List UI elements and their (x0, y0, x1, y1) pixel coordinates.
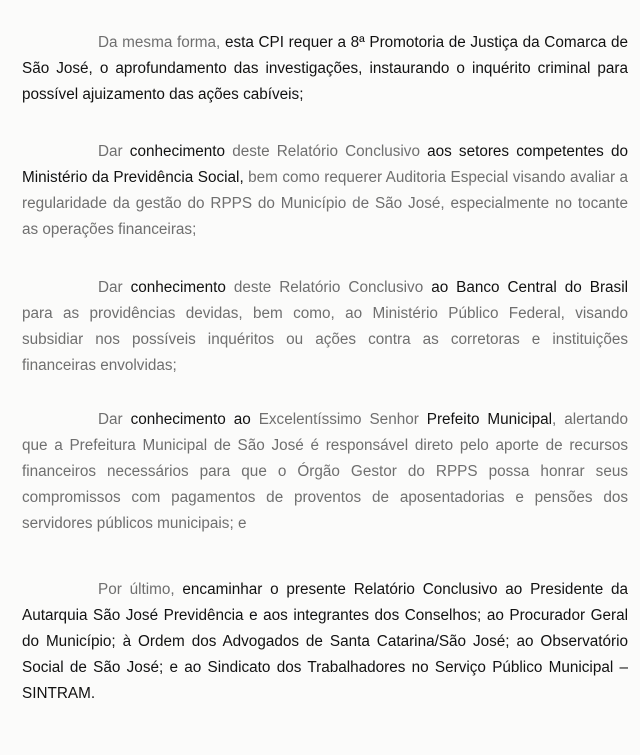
text-segment: Por último, (98, 581, 183, 598)
text-segment: Dar (98, 411, 131, 428)
text-segment: Da mesma forma, (98, 34, 225, 51)
text-segment: bem como requerer Auditoria Especial visando avaliar a regularidade da gestão do RPPS do Município de São José, especialmente no tocante as operações financeiras; (22, 169, 629, 238)
text-segment: deste Relatório Conclusivo (225, 279, 432, 296)
text-segment: esta CPI requer a 8ª Promotoria de Justiça da Comarca de São José, o aprofundamento das investigações, instaurando o inquérito criminal para possível ajuizamento das ações cabíveis; (22, 34, 629, 103)
paragraph-ministerio-previdencia (22, 139, 628, 243)
text-segment: , alertando que a Prefeitura Municipal de São José é responsável direto pelo aporte de recursos financeiros necessários para que o Órgão Gestor do RPPS possa honrar seus compromissos com pagamentos de proventos de aposentadorias e pensões dos servidores públicos municipais; e (22, 411, 628, 532)
paragraph-banco-central (22, 275, 628, 379)
text-segment: para as providências devidas, bem como, ao Ministério Público Federal, visando subsidiar nos possíveis inquéritos ou ações contra as corretoras e instituições financeiras envolvidas; (22, 305, 628, 374)
text-segment: Excelentíssimo Senhor (250, 411, 427, 428)
text-segment: deste Relatório Conclusivo (225, 143, 428, 160)
text-segment: Dar (98, 279, 131, 296)
text-segment: ao Banco Central do Brasil (431, 279, 628, 296)
paragraph-promotoria-request (22, 30, 628, 108)
paragraph-prefeito-municipal (22, 407, 628, 537)
paragraph-encaminhamento-final (22, 577, 628, 707)
text-segment: Dar (98, 143, 130, 160)
text-segment: conhecimento (129, 143, 226, 160)
text-segment: aos setores competentes do Ministério da Previdência Social, (22, 143, 628, 186)
text-segment: encaminhar o presente Relatório Conclusivo ao Presidente da Autarquia São José Previdência e aos integrantes dos Conselhos; ao Procurador Geral do Município; à Ordem dos Advogados de Santa Catarina/São José; ao Observatório Social de São José; e ao Sindicato dos Trabalhadores no Serviço Público Municipal – SINTRAM. (22, 581, 629, 702)
text-segment: conhecimento (130, 279, 226, 296)
text-segment: Prefeito Municipal (426, 411, 553, 428)
text-segment: conhecimento ao (130, 411, 251, 428)
